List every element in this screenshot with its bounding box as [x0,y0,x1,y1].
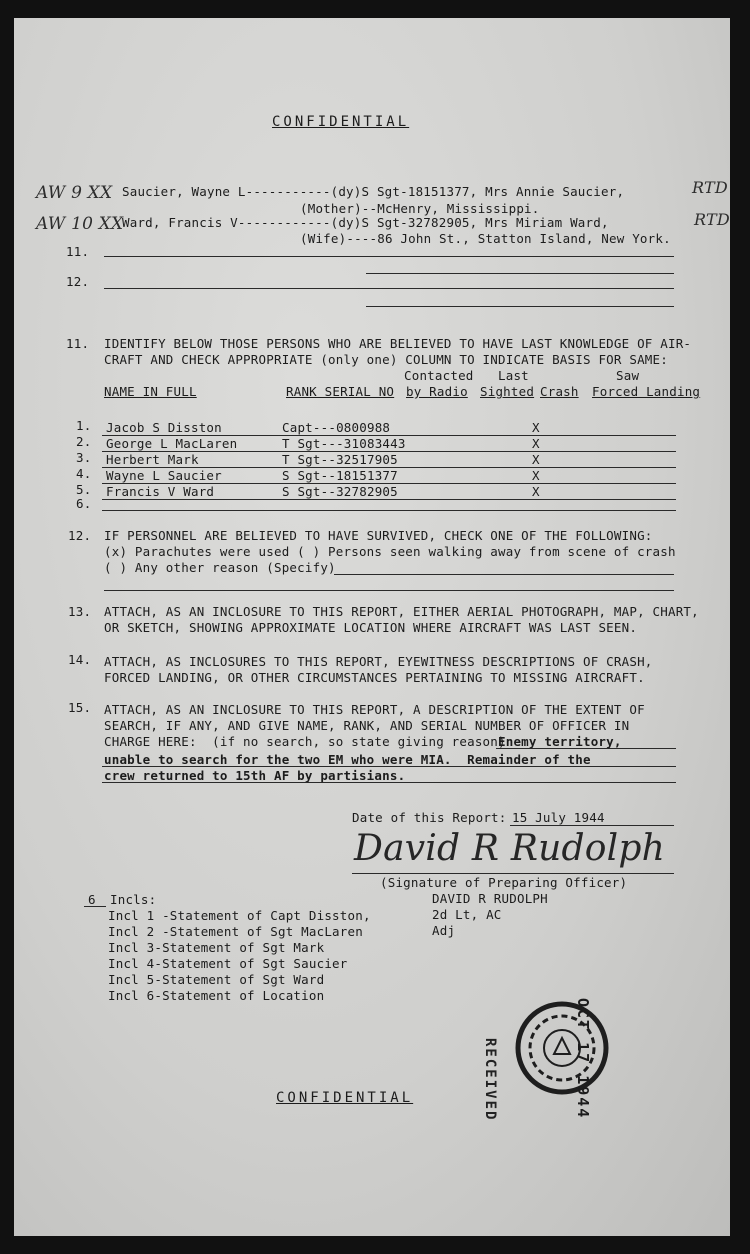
col-name: NAME IN FULL [104,384,197,399]
section-12-text-3: ( ) Any other reason (Specify) [104,560,336,575]
row-rank: Capt---0800988 [282,420,391,435]
section-15-text-2: SEARCH, IF ANY, AND GIVE NAME, RANK, AND SERIAL NUMBER OF OFFICER IN [104,718,630,733]
document-page [14,18,730,1236]
section-12-text-2: (x) Parachutes were used ( ) Persons seen walking away from scene of crash [104,544,676,559]
section-15-answer-line-2 [102,766,676,767]
row-crash-mark: X [532,420,540,435]
inclosure-item: Incl 5-Statement of Sgt Ward [108,972,325,987]
row-crash-mark: X [532,484,540,499]
section-13-text-2: OR SKETCH, SHOWING APPROXIMATE LOCATION WHERE AIRCRAFT WAS LAST SEEN. [104,620,638,635]
entry-11-number: 11. [66,244,90,259]
report-date-value: 15 July 1944 [512,810,605,825]
entry-10-line-1: Ward, Francis V------------(dy)S Sgt-32782905, Mrs Miriam Ward, [122,215,609,230]
inclosures-label: Incls: [110,892,157,907]
entry-9-handwritten-mark: AW 9 XX [36,183,113,203]
row-number: 5. [76,482,92,497]
col-forced-2: Forced Landing [592,384,701,399]
inclosure-count-underline [84,906,106,907]
signature-line [352,873,674,874]
section-11-text-1: IDENTIFY BELOW THOSE PERSONS WHO ARE BELIEVED TO HAVE LAST KNOWLEDGE OF AIR- [104,336,692,351]
col-crash: Crash [540,384,579,399]
officer-name: DAVID R RUDOLPH [432,891,548,906]
row-rank: S Sgt--18151377 [282,468,398,483]
row-rank: T Sgt--32517905 [282,452,398,467]
inclosure-item: Incl 4-Statement of Sgt Saucier [108,956,348,971]
inclosure-item: Incl 2 -Statement of Sgt MacLaren [108,924,363,939]
report-date-label: Date of this Report: [352,810,507,825]
section-15-text-3: CHARGE HERE: (if no search, so state giving reason) [104,734,506,749]
row-number: 6. [76,496,92,511]
col-sighted-2: Sighted [480,384,535,399]
col-rank: RANK SERIAL NO [286,384,395,399]
report-date-line [510,825,674,826]
signature-label: (Signature of Preparing Officer) [380,875,628,890]
col-radio-2: by Radio [406,384,468,399]
row-number: 1. [76,418,92,433]
row-rank: T Sgt---31083443 [282,436,406,451]
row-rule [102,510,676,511]
row-name: Francis V Ward [106,484,215,499]
section-13-text-1: ATTACH, AS AN INCLOSURE TO THIS REPORT, EITHER AERIAL PHOTOGRAPH, MAP, CHART, [104,604,699,619]
entry-9-line-2: (Mother)--McHenry, Mississippi. [300,201,540,216]
row-name: George L MacLaren [106,436,238,451]
col-radio-1: Contacted [404,368,474,383]
row-crash-mark: X [532,468,540,483]
row-name: Wayne L Saucier [106,468,222,483]
section-12-specify-line [334,574,674,575]
inclosure-item: Incl 1 -Statement of Capt Disston, [108,908,371,923]
inclosure-item: Incl 3-Statement of Sgt Mark [108,940,325,955]
section-15-number: 15. [68,700,92,715]
section-11-text-2: CRAFT AND CHECK APPROPRIATE (only one) COLUMN TO INDICATE BASIS FOR SAME: [104,352,668,367]
entry-11-line-b [366,273,674,274]
entry-10-line-2: (Wife)----86 John St., Statton Island, New York. [300,231,671,246]
handwritten-signature: David R Rudolph [354,828,665,869]
footer-classification: CONFIDENTIAL [276,1090,414,1106]
row-number: 3. [76,450,92,465]
section-13-number: 13. [68,604,92,619]
entry-10-handwritten-mark: AW 10 XX [36,214,124,234]
section-15-answer-line-1 [496,748,676,749]
row-name: Herbert Mark [106,452,199,467]
row-number: 4. [76,466,92,481]
entry-12-line-b [366,306,674,307]
row-name: Jacob S Disston [106,420,222,435]
row-number: 2. [76,434,92,449]
row-rule [102,499,676,500]
section-15-answer-1: Enemy territory, [498,734,622,749]
section-12-extra-line [104,590,674,591]
entry-10-rtd: RTD [694,210,730,229]
stamp-date: OCT 17 1944 [574,998,592,1120]
row-crash-mark: X [532,436,540,451]
section-14-number: 14. [68,652,92,667]
section-11-number: 11. [66,336,90,351]
section-12-number: 12. [68,528,92,543]
row-rank: S Sgt--32782905 [282,484,398,499]
col-forced-1: Saw [616,368,640,383]
entry-9-rtd: RTD [692,178,728,197]
section-14-text-1: ATTACH, AS INCLOSURES TO THIS REPORT, EYEWITNESS DESCRIPTIONS OF CRASH, [104,654,653,669]
section-15-answer-2: unable to search for the two EM who were MIA. Remainder of the [104,752,591,767]
header-classification: CONFIDENTIAL [272,114,410,130]
section-15-answer-3: crew returned to 15th AF by partisians. [104,768,406,783]
entry-12-line-a [104,288,674,289]
inclosure-count: 6 [88,892,96,907]
entry-11-line-a [104,256,674,257]
col-sighted-1: Last [498,368,529,383]
row-crash-mark: X [532,452,540,467]
section-14-text-2: FORCED LANDING, OR OTHER CIRCUMSTANCES PERTAINING TO MISSING AIRCRAFT. [104,670,645,685]
received-stamp-seal [512,998,612,1098]
officer-rank: 2d Lt, AC [432,907,502,922]
entry-9-line-1: Saucier, Wayne L-----------(dy)S Sgt-18151377, Mrs Annie Saucier, [122,184,625,199]
section-12-text-1: IF PERSONNEL ARE BELIEVED TO HAVE SURVIVED, CHECK ONE OF THE FOLLOWING: [104,528,653,543]
section-15-answer-line-3 [102,782,676,783]
inclosure-item: Incl 6-Statement of Location [108,988,325,1003]
officer-title: Adj [432,923,456,938]
section-15-text-1: ATTACH, AS AN INCLOSURE TO THIS REPORT, A DESCRIPTION OF THE EXTENT OF [104,702,645,717]
stamp-received-label: RECEIVED [482,1038,498,1122]
entry-12-number: 12. [66,274,90,289]
